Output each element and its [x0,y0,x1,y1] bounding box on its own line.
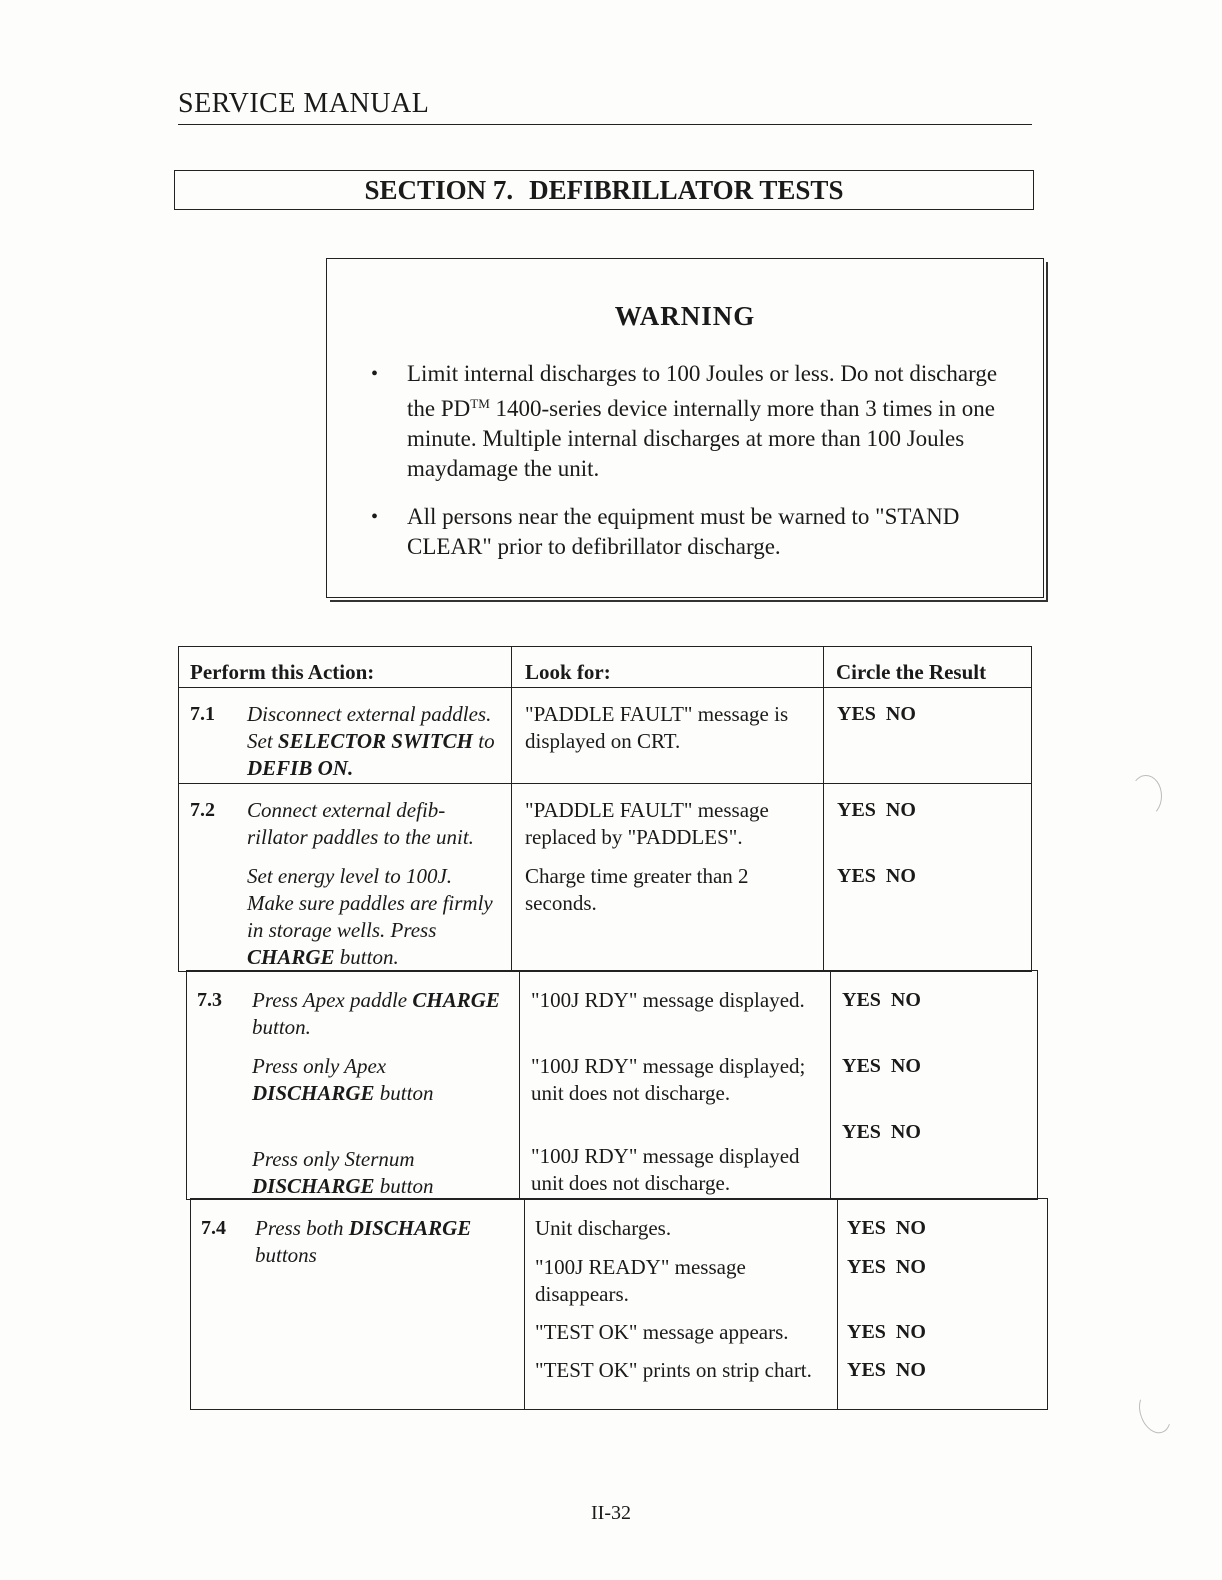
step-look-for: "100J RDY" message displayed unit does not discharge. [531,1144,800,1195]
header-rule [178,124,1032,125]
step-action: Disconnect external paddles. Set SELECTOR SWITCH to DEFIB ON. [247,702,495,780]
row-divider [179,687,1031,688]
result-choice[interactable]: YES NO [847,1217,926,1239]
step-look-for: "100J RDY" message displayed; unit does not discharge. [531,1054,806,1105]
warning-text: All persons near the equipment must be warned to "STAND CLEAR" prior to defibrillator discharge. [407,504,960,559]
warning-title: WARNING [614,301,756,331]
section-number: SECTION 7. [364,174,514,205]
result-choice[interactable]: YES NO [837,865,916,887]
step-look-for: Unit discharges. [535,1216,672,1240]
result-choice[interactable]: YES NO [847,1321,926,1343]
step-action: Press only Apex DISCHARGE button [252,1054,434,1105]
result-choice[interactable]: YES NO [842,989,921,1011]
warning-item [371,502,1007,562]
step-look-for: "100J READY" message disappears. [535,1255,746,1306]
column-divider [519,971,520,1199]
page-header-title: SERVICE MANUAL [178,88,430,119]
step-number: 7.3 [197,989,222,1011]
column-divider [830,971,831,1199]
step-look-for: "TEST OK" prints on strip chart. [535,1358,812,1382]
column-divider [511,647,512,971]
header-result: Circle the Result [836,660,987,684]
warning-item [371,359,1007,484]
warning-box [326,258,1044,598]
step-look-for: "100J RDY" message displayed. [531,988,805,1012]
header-action: Perform this Action: [190,660,375,684]
test-table-block-b [186,970,1038,1200]
bullet: • [371,506,379,528]
test-table-block-c [190,1198,1048,1410]
step-action: Press only Sternum DISCHARGE button [252,1147,434,1198]
result-choice[interactable]: YES NO [837,703,916,725]
test-table-block-a [178,646,1032,972]
step-action: Connect external defib-rillator paddles to the unit. [247,798,474,849]
result-choice[interactable]: YES NO [847,1359,926,1381]
column-divider [524,1199,525,1409]
section-heading [174,170,1034,210]
warning-text: 1400-series device internally more than 3 times in one minute. Multiple internal discharges at more than 100 Joules maydamage the unit. [407,396,995,481]
result-choice[interactable]: YES NO [842,1055,921,1077]
page-number: II-32 [591,1502,631,1524]
step-action: Press Apex paddle CHARGE button. [252,988,500,1039]
step-look-for: Charge time greater than 2 seconds. [525,864,749,915]
trademark-mark: TM [470,396,490,411]
column-divider [837,1199,838,1409]
step-look-for: "PADDLE FAULT" message is displayed on CRT. [525,702,789,753]
step-look-for: "PADDLE FAULT" message replaced by "PADDLES". [525,798,769,849]
step-number: 7.2 [190,799,215,821]
scan-mark [1133,1386,1176,1438]
warning-text: Limit internal discharges to 100 Joules or less. Do not discharge the PD [407,361,998,421]
header-look-for: Look for: [525,660,611,684]
row-divider [179,783,1031,784]
scan-mark [1130,775,1162,817]
step-look-for: "TEST OK" message appears. [535,1320,789,1344]
column-divider [823,647,824,971]
step-number: 7.1 [190,703,215,725]
section-title: DEFIBRILLATOR TESTS [529,174,844,205]
result-choice[interactable]: YES NO [837,799,916,821]
step-number: 7.4 [201,1217,226,1239]
result-choice[interactable]: YES NO [842,1121,921,1143]
step-action: Set energy level to 100J. Make sure paddles are firmly in storage wells. Press CHARGE button. [247,864,493,969]
result-choice[interactable]: YES NO [847,1256,926,1278]
step-action: Press both DISCHARGE buttons [255,1216,472,1267]
bullet: • [371,363,379,385]
